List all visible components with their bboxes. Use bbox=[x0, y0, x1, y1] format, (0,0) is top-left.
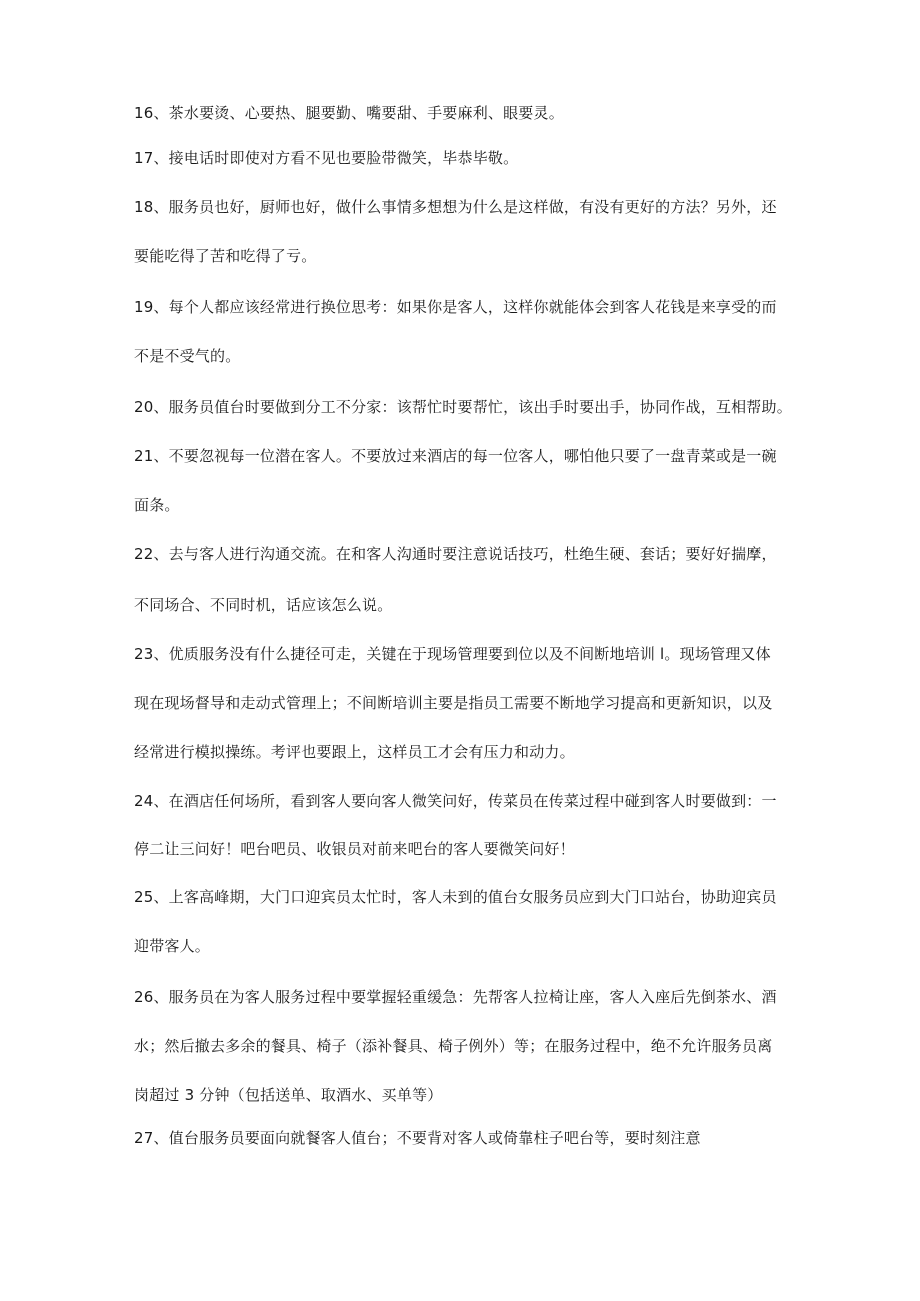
text-line: 迎带客人。 bbox=[134, 937, 211, 955]
text-line: 25、上客高峰期，大门口迎宾员太忙时，客人未到的值台女服务员应到大门口站台，协助迎宾员 bbox=[134, 888, 777, 906]
text-line: 23、优质服务没有什么捷径可走，关键在于现场管理要到位以及不间断地培训 l。现场管理又体 bbox=[134, 645, 771, 663]
text-line: 面条。 bbox=[134, 496, 180, 514]
text-line: 不同场合、不同时机，话应该怎么说。 bbox=[134, 596, 393, 614]
text-line: 要能吃得了苦和吃得了亏。 bbox=[134, 247, 317, 265]
text-line: 停二让三问好！吧台吧员、收银员对前来吧台的客人要微笑问好！ bbox=[134, 840, 575, 858]
text-line: 16、茶水要烫、心要热、腿要勤、嘴要甜、手要麻利、眼要灵。 bbox=[134, 104, 564, 122]
text-line: 17、接电话时即使对方看不见也要脸带微笑，毕恭毕敬。 bbox=[134, 149, 519, 167]
text-line: 20、服务员值台时要做到分工不分家：该帮忙时要帮忙，该出手时要出手，协同作战，互相帮助。 bbox=[134, 398, 792, 416]
text-line: 经常进行模拟操练。考评也要跟上，这样员工才会有压力和动力。 bbox=[134, 743, 575, 761]
text-line: 岗超过 3 分钟（包括送单、取酒水、买单等） bbox=[134, 1086, 443, 1104]
text-line: 18、服务员也好，厨师也好，做什么事情多想想为什么是这样做，有没有更好的方法？另外，还 bbox=[134, 198, 777, 216]
text-line: 现在现场督导和走动式管理上；不间断培训主要是指员工需要不断地学习提高和更新知识，以及 bbox=[134, 694, 773, 712]
text-line: 22、去与客人进行沟通交流。在和客人沟通时要注意说话技巧，杜绝生硬、套话；要好好揣摩， bbox=[134, 545, 777, 563]
text-line: 27、值台服务员要面向就餐客人值台；不要背对客人或倚靠柱子吧台等，要时刻注意 bbox=[134, 1129, 701, 1147]
text-line: 不是不受气的。 bbox=[134, 347, 241, 365]
text-line: 26、服务员在为客人服务过程中要掌握轻重缓急：先帮客人拉椅让座，客人入座后先倒茶水、酒 bbox=[134, 988, 777, 1006]
text-line: 24、在酒店任何场所，看到客人要向客人微笑问好，传菜员在传菜过程中碰到客人时要做到：一 bbox=[134, 792, 777, 810]
text-line: 19、每个人都应该经常进行换位思考：如果你是客人，这样你就能体会到客人花钱是来享受的而 bbox=[134, 298, 777, 316]
text-line: 21、不要忽视每一位潜在客人。不要放过来酒店的每一位客人，哪怕他只要了一盘青菜或是一碗 bbox=[134, 447, 777, 465]
text-line: 水；然后撤去多余的餐具、椅子（添补餐具、椅子例外）等；在服务过程中，绝不允许服务员离 bbox=[134, 1037, 773, 1055]
